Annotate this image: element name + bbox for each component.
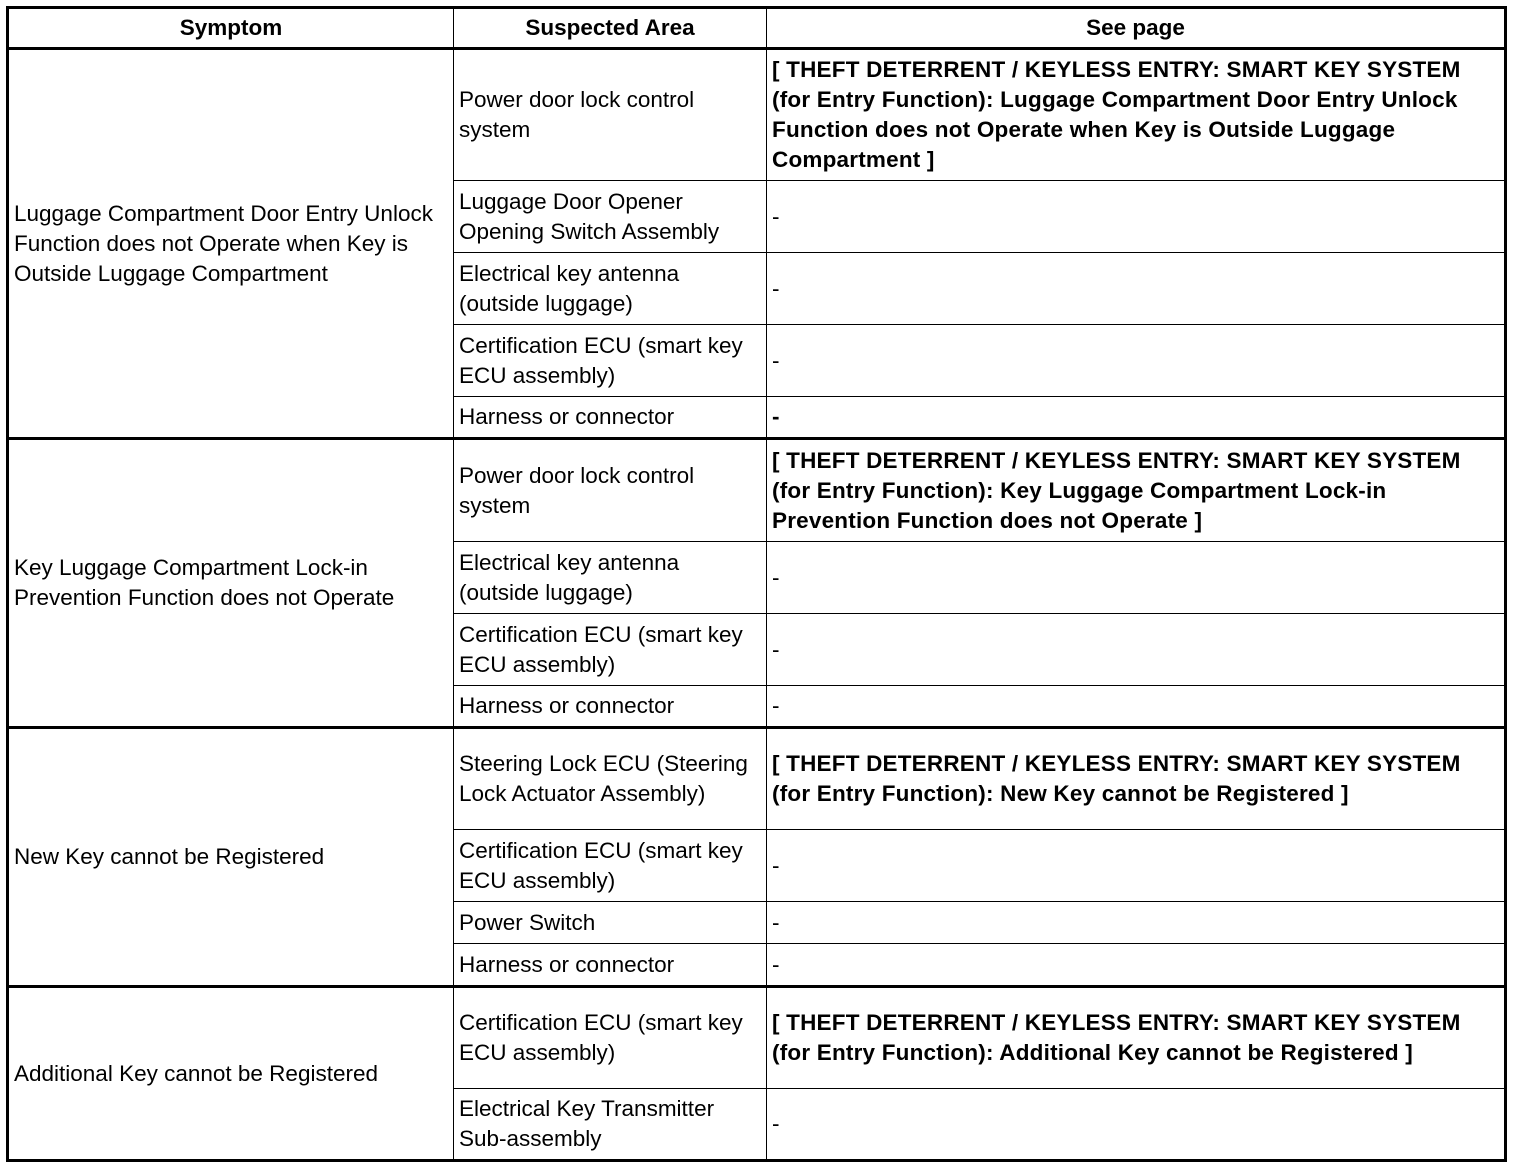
suspected-area-cell: Harness or connector: [454, 944, 767, 987]
header-symptom: Symptom: [8, 8, 454, 49]
table-body: [8, 49, 1506, 1161]
header-suspected-area: Suspected Area: [454, 8, 767, 49]
suspected-area-cell: Power Switch: [454, 902, 767, 944]
suspected-area-cell: Steering Lock ECU (Steering Lock Actuator Assembly): [454, 728, 767, 830]
suspected-area-cell: Harness or connector: [454, 686, 767, 728]
suspected-area-cell: Power door lock control system: [454, 49, 767, 181]
symptom-cell: Luggage Compartment Door Entry Unlock Function does not Operate when Key is Outside Luggage Compartment: [8, 49, 454, 439]
symptom-cell: Additional Key cannot be Registered: [8, 987, 454, 1161]
suspected-area-cell: Electrical Key Transmitter Sub-assembly: [454, 1089, 767, 1161]
table-row: [8, 439, 1506, 542]
table-row: [8, 49, 1506, 181]
document-page: [6, 6, 1507, 1162]
see-page-cell: -: [767, 944, 1506, 987]
see-page-cell: -: [767, 1089, 1506, 1161]
see-page-cell: -: [767, 614, 1506, 686]
suspected-area-cell: Certification ECU (smart key ECU assembly): [454, 614, 767, 686]
table-row: [8, 987, 1506, 1089]
see-page-cell: -: [767, 325, 1506, 397]
suspected-area-cell: Electrical key antenna (outside luggage): [454, 253, 767, 325]
see-page-reference-link[interactable]: [ THEFT DETERRENT / KEYLESS ENTRY: SMART KEY SYSTEM (for Entry Function): Key Luggage Compartment Lock-in Prevention Function does not Operate ]: [767, 439, 1506, 542]
see-page-reference-link: -: [767, 397, 1506, 439]
see-page-cell: -: [767, 181, 1506, 253]
symptom-cell: New Key cannot be Registered: [8, 728, 454, 987]
suspected-area-cell: Certification ECU (smart key ECU assembly): [454, 325, 767, 397]
suspected-area-cell: Harness or connector: [454, 397, 767, 439]
suspected-area-cell: Power door lock control system: [454, 439, 767, 542]
see-page-cell: -: [767, 253, 1506, 325]
see-page-cell: -: [767, 902, 1506, 944]
problem-symptoms-table: [6, 6, 1507, 1162]
see-page-cell: -: [767, 542, 1506, 614]
see-page-cell: -: [767, 686, 1506, 728]
see-page-cell: -: [767, 830, 1506, 902]
suspected-area-cell: Certification ECU (smart key ECU assembly): [454, 830, 767, 902]
table-row: [8, 728, 1506, 830]
symptom-cell: Key Luggage Compartment Lock-in Prevention Function does not Operate: [8, 439, 454, 728]
header-see-page: See page: [767, 8, 1506, 49]
suspected-area-cell: Luggage Door Opener Opening Switch Assembly: [454, 181, 767, 253]
see-page-reference-link[interactable]: [ THEFT DETERRENT / KEYLESS ENTRY: SMART KEY SYSTEM (for Entry Function): Luggage Compartment Door Entry Unlock Function does not Operate when Key is Outside Luggage Compartment ]: [767, 49, 1506, 181]
suspected-area-cell: Certification ECU (smart key ECU assembly): [454, 987, 767, 1089]
see-page-reference-link[interactable]: [ THEFT DETERRENT / KEYLESS ENTRY: SMART KEY SYSTEM (for Entry Function): Additional Key cannot be Registered ]: [767, 987, 1506, 1089]
table-header-row: [8, 8, 1506, 49]
suspected-area-cell: Electrical key antenna (outside luggage): [454, 542, 767, 614]
see-page-reference-link[interactable]: [ THEFT DETERRENT / KEYLESS ENTRY: SMART KEY SYSTEM (for Entry Function): New Key cannot be Registered ]: [767, 728, 1506, 830]
